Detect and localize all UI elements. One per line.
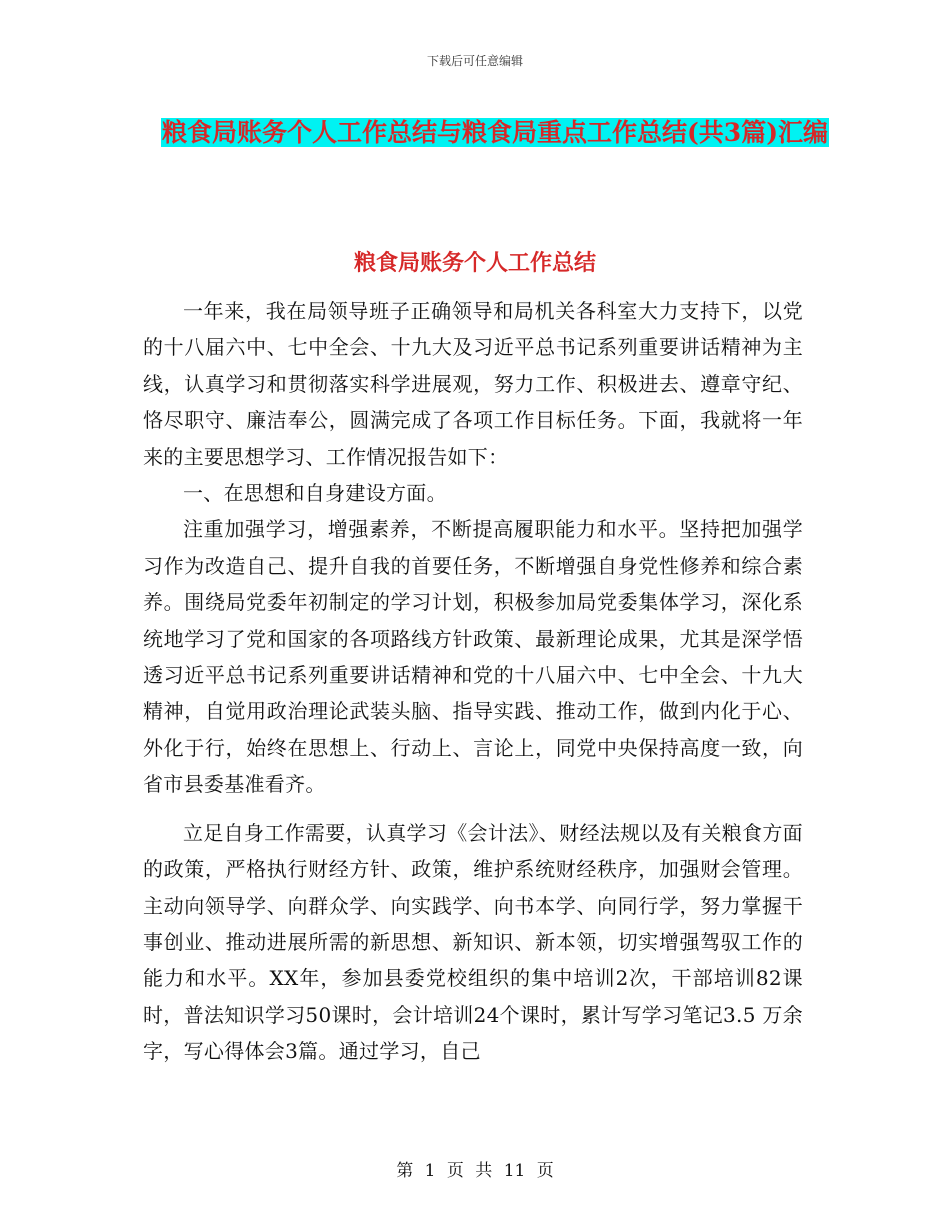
document-title-text: 粮食局账务个人工作总结与粮食局重点工作总结(共3篇)汇编 xyxy=(161,118,829,147)
paragraph-intro: 一年来，我在局领导班子正确领导和局机关各科室大力支持下，以党的十八届六中、七中全会、十九大及习近平总书记系列重要讲话精神为主线，认真学习和贯彻落实科学进展观，努力工作、积极进去、遵章守纪、恪尽职守、廉洁奉公，圆满完成了各项工作目标任务。下面，我就将一年来的主要思想学习、工作情况报告如下： xyxy=(143,299,803,469)
paragraph-heading-1: 一、在思想和自身建设方面。 xyxy=(183,481,447,506)
header-note: 下载后可任意编辑 xyxy=(426,54,523,68)
document-title xyxy=(150,112,840,154)
body-text xyxy=(143,293,803,1070)
paragraph-work: 立足自身工作需要，认真学习《会计法》、财经法规以及有关粮食方面的政策，严格执行财经方针、政策，维护系统财经秩序，加强财会管理。主动向领导学、向群众学、向实践学、向书本学、向同行学，努力掌握干事创业、推动进展所需的新思想、新知识、新本领，切实增强驾驭工作的能力和水平。XX年，参加县委党校组织的集中培训2次，干部培训82课时，普法知识学习50课时，会计培训24个课时，累计写学习笔记3.5 万余字，写心得体会3篇。通过学习，自己 xyxy=(143,820,803,1064)
paragraph-study: 注重加强学习，增强素养，不断提高履职能力和水平。坚持把加强学习作为改造自己、提升自我的首要任务，不断增强自身党性修养和综合素养。围绕局党委年初制定的学习计划，积极参加局党委集体学习，深化系统地学习了党和国家的各项路线方针政策、最新理论成果，尤其是深学悟透习近平总书记系列重要讲话精神和党的十八届六中、七中全会、十九大精神，自觉用政治理论武装头脑、指导实践、推动工作，做到内化于心、外化于行，始终在思想上、行动上、言论上，同党中央保持高度一致，向省市县委基准看齐。 xyxy=(143,517,803,797)
section-title: 粮食局账务个人工作总结 xyxy=(353,250,596,276)
page-footer: 第 1 页 共 11 页 xyxy=(396,1161,554,1181)
